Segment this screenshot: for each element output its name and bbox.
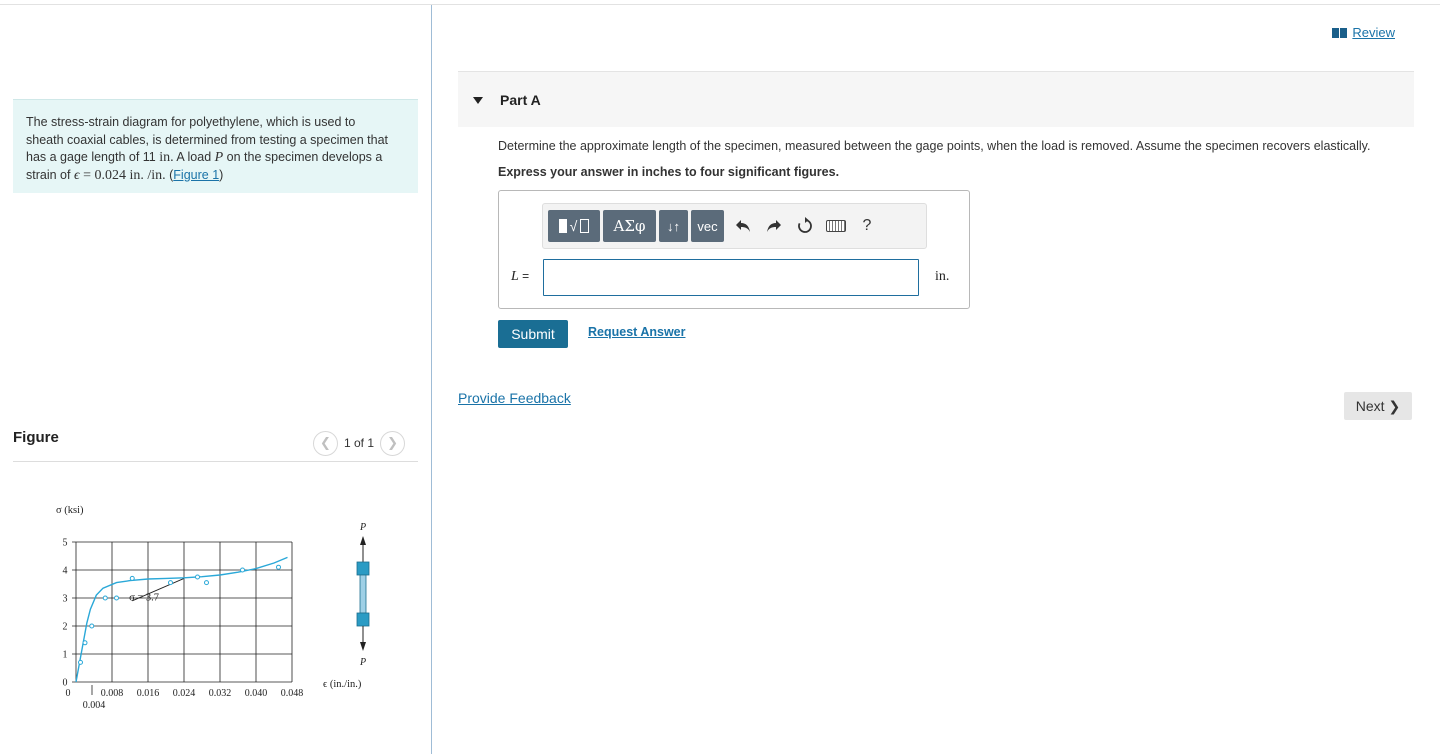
caret-down-icon[interactable] [473, 97, 483, 104]
specimen-top-label: P [359, 522, 367, 533]
figure-rule [13, 461, 418, 462]
review-link[interactable] [1332, 25, 1395, 40]
x-tick-label: 0.024 [172, 688, 196, 699]
problem-line-2: sheath coaxial cables, is determined from testing a specimen that [26, 132, 388, 147]
arrow-head-icon [360, 536, 366, 545]
stress-strain-chart [40, 495, 380, 715]
specimen-grip-top [357, 562, 369, 575]
help-icon[interactable]: ? [862, 217, 872, 234]
y-tick-label: 3 [62, 593, 68, 605]
paren: ( [165, 167, 174, 182]
arrows-button[interactable]: ↓↑ [659, 210, 688, 242]
chevron-left-icon[interactable]: ❮ [313, 431, 338, 456]
strain-value: = 0.024 [79, 167, 130, 183]
specimen-gage [360, 575, 366, 613]
answer-variable [511, 269, 529, 285]
problem-text: strain of [26, 167, 74, 182]
book-icon [1332, 28, 1347, 38]
y-axis-label: σ (ksi) [56, 505, 84, 516]
keyboard-icon[interactable] [826, 220, 846, 232]
redo-icon[interactable] [758, 210, 789, 242]
unit-text: in. /in. [129, 167, 166, 183]
answer-panel [498, 190, 970, 309]
x-axis-label: ϵ (in./in.) [323, 679, 362, 690]
next-button[interactable] [1344, 392, 1412, 420]
figure-title: Figure [13, 429, 59, 446]
column-divider [431, 5, 432, 754]
problem-text: A load [173, 150, 215, 164]
top-rule [0, 4, 1440, 5]
variable-name: L [511, 269, 519, 284]
problem-statement [13, 99, 418, 193]
x-tick-label: 0.008 [100, 688, 124, 699]
sqrt-icon: √ [569, 218, 578, 234]
greek-button[interactable]: ΑΣφ [603, 210, 656, 242]
stress-annotation: σ = 3.7 [129, 592, 160, 604]
paren: ) [219, 167, 224, 182]
problem-text: has a gage length of 11 [26, 150, 160, 164]
data-point [130, 576, 134, 580]
specimen-bottom-label: P [359, 657, 367, 668]
strain-symbol: ϵ [73, 167, 80, 183]
data-point [205, 581, 209, 585]
box-icon [580, 219, 589, 233]
data-point [169, 581, 173, 585]
x-tick-label: 0.032 [208, 688, 232, 699]
y-tick-label: 0 [62, 677, 68, 689]
templates-button[interactable] [548, 210, 600, 242]
specimen-grip-bottom [357, 613, 369, 626]
x-tick-label: 0.048 [280, 688, 304, 699]
data-point [241, 568, 245, 572]
data-point [103, 596, 107, 600]
data-point [196, 575, 200, 579]
figure-pager [313, 430, 405, 456]
data-point [115, 596, 119, 600]
next-label: Next [1355, 398, 1385, 414]
pager-text: 1 of 1 [344, 436, 375, 450]
chevron-right-icon[interactable]: ❯ [380, 431, 405, 456]
problem-line-3 [26, 149, 406, 167]
problem-text: on the specimen develops a [223, 150, 383, 164]
load-variable: P [214, 150, 224, 165]
instruction-text: Express your answer in inches to four significant figures. [498, 165, 840, 179]
chevron-right-icon: ❯ [1388, 397, 1401, 414]
equals-sign: = [518, 269, 530, 283]
y-tick-label: 5 [62, 537, 68, 549]
x-tick-label: 0 [65, 688, 71, 699]
x-tick-label-extra: 0.004 [82, 700, 106, 711]
data-point [90, 624, 94, 628]
reset-icon[interactable] [789, 210, 820, 242]
y-tick-label: 4 [62, 565, 68, 577]
fraction-icon [559, 219, 567, 233]
provide-feedback-link[interactable]: Provide Feedback [458, 390, 571, 406]
question-text: Determine the approximate length of the specimen, measured between the gage points, when the load is removed. Assume the specimen recovers elastically. [498, 139, 1371, 153]
undo-icon[interactable] [727, 210, 758, 242]
answer-input[interactable] [543, 259, 919, 296]
x-tick-label: 0.040 [244, 688, 268, 699]
math-toolbar [542, 203, 927, 249]
x-tick-label: 0.016 [136, 688, 160, 699]
request-answer-link[interactable]: Request Answer [588, 325, 686, 339]
problem-line-4 [26, 167, 406, 185]
data-point [277, 565, 281, 569]
part-a-header[interactable] [458, 71, 1414, 127]
unit-text: in. [159, 150, 174, 165]
data-point [79, 660, 83, 664]
vec-button[interactable]: vec [691, 210, 724, 242]
submit-button[interactable]: Submit [498, 320, 568, 348]
answer-unit: in. [935, 269, 950, 284]
data-point [83, 641, 87, 645]
problem-line-1: The stress-strain diagram for polyethylene, which is used to [26, 115, 356, 129]
figure-link[interactable]: Figure 1 [173, 167, 220, 182]
y-tick-label: 2 [62, 621, 68, 633]
review-label: Review [1352, 25, 1395, 40]
y-tick-label: 1 [62, 649, 68, 661]
part-a-label: Part A [500, 91, 541, 108]
arrow-head-icon [360, 642, 366, 651]
